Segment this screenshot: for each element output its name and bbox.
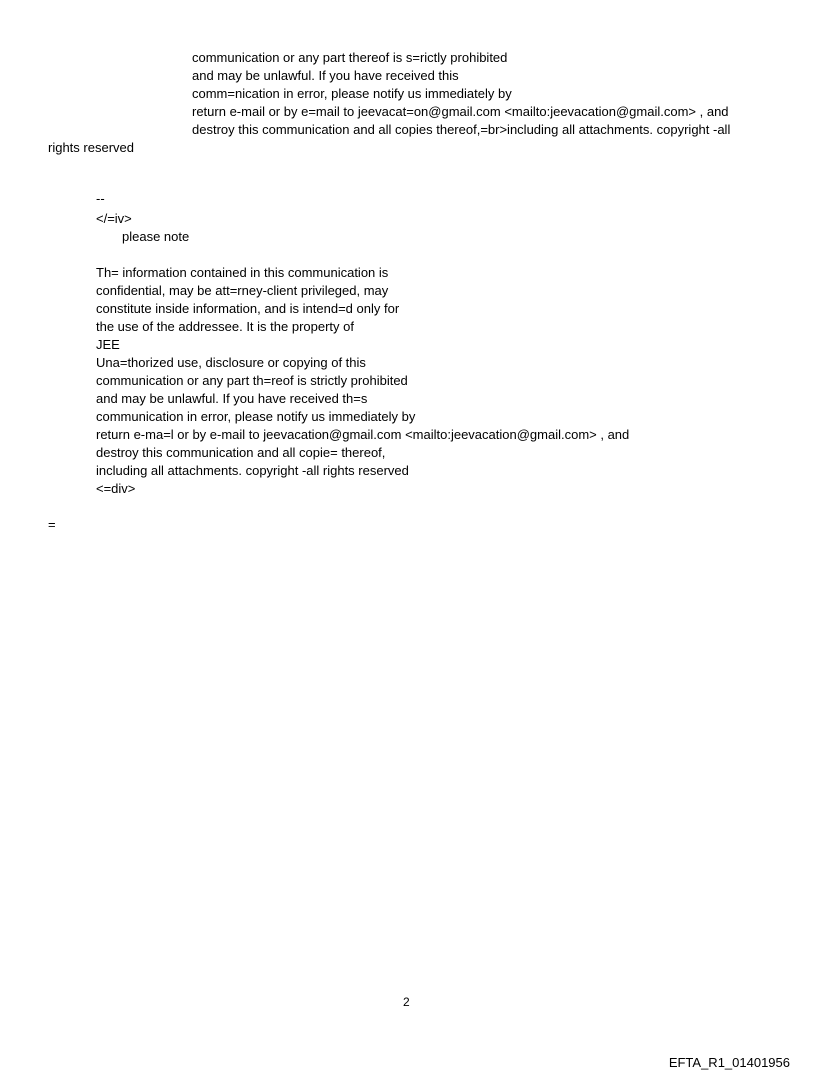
please-note-label: please note [122,229,190,244]
disclaimer-2-line: communication in error, please notify us immediately by [96,409,416,424]
disclaimer-2-line: <=div> [96,481,136,496]
disclaimer-1-line: comm=nication in error, please notify us immediately by [192,86,512,101]
disclaimer-2-line: including all attachments. copyright -all rights reserved [96,463,409,478]
disclaimer-2-line: confidential, may be att=rney-client privileged, may [96,283,389,298]
disclaimer-1-line: destroy this communication and all copies thereof,=br>including all attachments. copyright -all [192,122,731,137]
disclaimer-2-line: the use of the addressee. It is the property of [96,319,354,334]
disclaimer-2-line: Una=thorized use, disclosure or copying of this [96,355,366,370]
trailing-equals-sign: = [48,517,56,532]
disclaimer-2-line: constitute inside information, and is intend=d only for [96,301,400,316]
disclaimer-1-overflow: rights reserved [48,140,134,155]
disclaimer-2-line: JEE [96,337,120,352]
disclaimer-2-line: Th= information contained in this communication is [96,265,389,280]
document-id: EFTA_R1_01401956 [668,1055,790,1070]
disclaimer-1-line: return e-mail or by e=mail to jeevacat=on@gmail.com <mailto:jeevacation@gmail.com> , and [192,104,729,119]
disclaimer-1-line: and may be unlawful. If you have received this [192,68,459,83]
signature-separator: -- [96,191,105,206]
disclaimer-2-line: communication or any part th=reof is strictly prohibited [96,373,408,388]
disclaimer-2-line: return e-ma=l or by e-mail to jeevacation@gmail.com <mailto:jeevacation@gmail.com> , and [96,427,630,442]
disclaimer-2-line: destroy this communication and all copie= thereof, [96,445,386,460]
page-number: 2 [403,995,410,1009]
disclaimer-1-line: communication or any part thereof is s=rictly prohibited [192,50,508,65]
disclaimer-2-line: and may be unlawful. If you have received th=s [96,391,368,406]
closing-div-tag: </=iv> [96,211,132,226]
